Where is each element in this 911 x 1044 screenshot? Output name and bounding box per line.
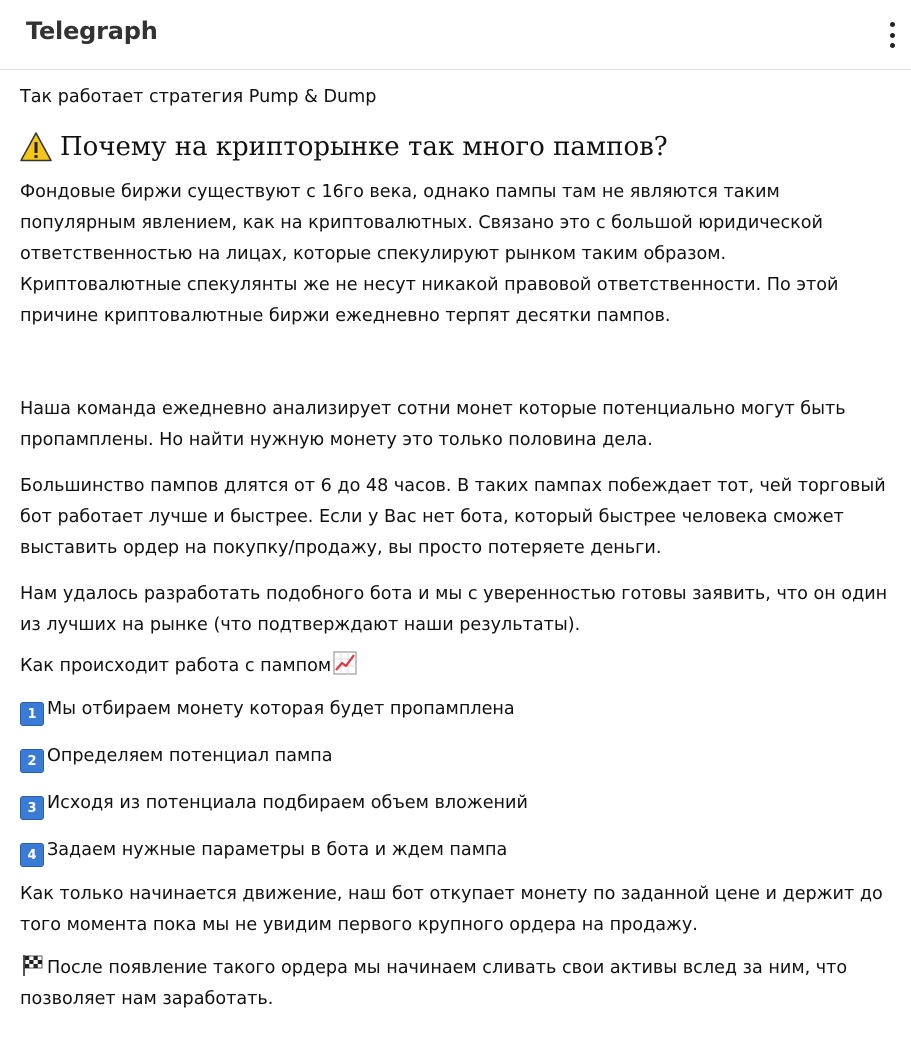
step-text: Исходя из потенциала подбираем объем вложений [47,793,528,813]
article-title-text: Почему на крипторынке так много пампов? [60,132,668,162]
paragraph-analysis: Наша команда ежедневно анализирует сотни монет которые потенциально могут быть пропамплены. Но найти нужную монету это только половина дела. [20,399,846,450]
process-heading-text: Как происходит работа с пампом [20,656,332,676]
step-item [20,835,890,867]
warning-icon [20,132,52,162]
step-text: Задаем нужные параметры в бота и ждем пампа [47,840,508,860]
step-item [20,788,890,820]
article-body [20,82,890,1015]
paragraph-pump-duration: Большинство пампов длятся от 6 до 48 часов. В таких пампах побеждает тот, чей торговый бот работает лучше и быстрее. Если у Вас нет бота, который быстрее человека сможет выставить ордер на покупку/продажу, вы просто потеряете деньги. [20,476,886,558]
paragraph-final-text: После появление такого ордера мы начинаем сливать свои активы вслед за ним, что позволяет нам заработать. [20,958,848,1009]
chequered-flag-icon [20,953,44,977]
paragraph-history: Фондовые биржи существуют с 16го века, однако пампы там не являются таким популярным явлением, как на криптовалютных. Связано это с большой юридической ответственностью на лицах, которые спекулируют рынком таким образом. Криптовалютные спекулянты же не несут никакой правовой ответственности. По этой причине криптовалютные биржи ежедневно терпят десятки пампов. [20,182,839,326]
article-subtitle: Так работает стратегия Pump & Dump [20,87,377,107]
chart-increasing-icon [333,651,357,675]
keycap-1-icon: 1 [20,702,44,726]
app-title[interactable]: Telegraph [26,17,158,45]
paragraph-final [20,953,890,1015]
step-item [20,741,890,773]
keycap-3-icon: 3 [20,796,44,820]
article-title [20,129,890,165]
more-vertical-icon[interactable] [888,22,896,48]
paragraph-movement: Как только начинается движение, наш бот откупает монету по заданной цене и держит до того момента пока мы не увидим первого крупного ордера на продажу. [20,884,883,935]
step-text: Мы отбираем монету которая будет пропамплена [47,699,515,719]
top-bar [0,0,911,70]
process-heading [20,651,890,682]
empty-paragraph [20,332,890,394]
step-item [20,694,890,726]
paragraph-bot: Нам удалось разработать подобного бота и мы с уверенностью готовы заявить, что он один из лучших на рынке (что подтверждают наши результаты). [20,584,888,635]
keycap-4-icon: 4 [20,843,44,867]
keycap-2-icon: 2 [20,749,44,773]
step-text: Определяем потенциал пампа [47,746,333,766]
